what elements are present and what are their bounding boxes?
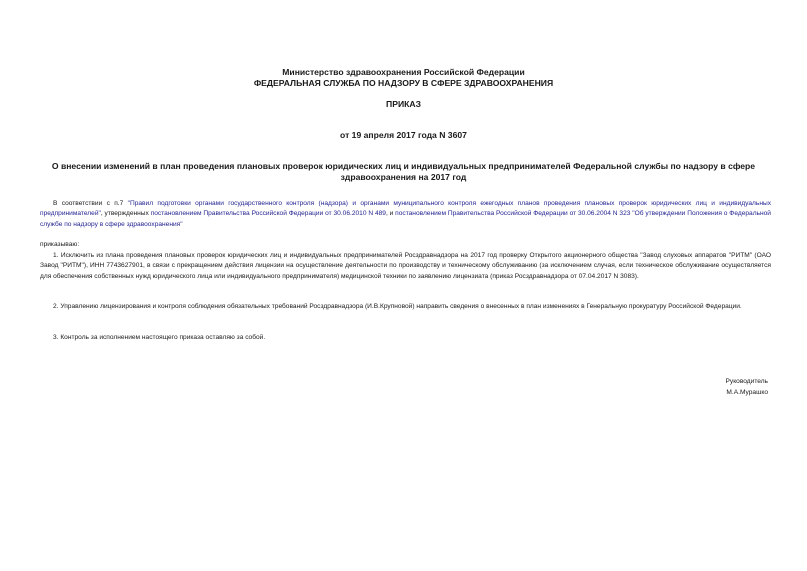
signature-role: Руководитель	[725, 378, 768, 385]
preamble-paragraph	[40, 199, 771, 230]
decree-323-link[interactable]: постановлением Правительства Российской Федерации от 30.06.2004 N 323	[395, 210, 631, 218]
order-item-3: 3. Контроль за исполнением настоящего приказа оставляю за собой.	[53, 334, 266, 341]
preamble-text-2: , утвержденных	[100, 210, 151, 218]
ministry-name: Министерство здравоохранения Российской Федерации	[282, 67, 525, 77]
service-name: ФЕДЕРАЛЬНАЯ СЛУЖБА ПО НАДЗОРУ В СФЕРЕ ЗДРАВООХРАНЕНИЯ	[253, 78, 554, 88]
preamble-text-1: В соответствии с п.7	[53, 200, 128, 207]
document-date-number: от 19 апреля 2017 года N 3607	[340, 130, 467, 140]
order-item-1: 1. Исключить из плана проведения плановых проверок юридических лиц и индивидуальных предпринимателей Росздравнадзора на 2017 год проверку Открытого акционерного общества "Завод слуховых аппаратов "РИТМ" (ОАО Завод "РИТМ"), ИНН 7743627901, в связи с прекращением действия лицензии на осуществление деятельности по производству и техническому обслуживанию (за исключением случая, если техническое обслуживание осуществляется для обеспечения собственных нужд юридического лица или индивидуального предпринимателя) медицинской техники по заявлению лицензиата (приказ Росздравнадзора от 07.04.2017 N 3083).	[40, 252, 771, 280]
decree-489-link[interactable]: постановлением Правительства Российской Федерации от 30.06.2010 N 489	[150, 210, 386, 218]
signature-name: М.А.Мурашко	[726, 389, 768, 396]
rules-link[interactable]: "Правил подготовки органами государственного контроля (надзора) и органами муниципального контроля ежегодных планов проведения плановых проверок юридических лиц и индивидуальных предпринимателей"	[40, 200, 772, 218]
regulation-link[interactable]: "Об утверждении Положения о Федеральной службе по надзору в сфере здравоохранения"	[40, 210, 771, 228]
document-type: ПРИКАЗ	[386, 99, 421, 109]
preamble-text-3: , и	[385, 210, 396, 218]
order-item-2: 2. Управлению лицензирования и контроля соблюдения обязательных требований Росздравнадзора (И.В.Крупновой) направить сведения о внесенных в план изменениях в Генеральную прокуратуру Российской Федерации.	[53, 303, 742, 310]
document-title: О внесении изменений в план проведения плановых проверок юридических лиц и индивидуальных предпринимателей Федеральной службы по надзору в сфере здравоохранения на 2017 год	[51, 161, 756, 182]
order-word: приказываю:	[40, 241, 80, 248]
